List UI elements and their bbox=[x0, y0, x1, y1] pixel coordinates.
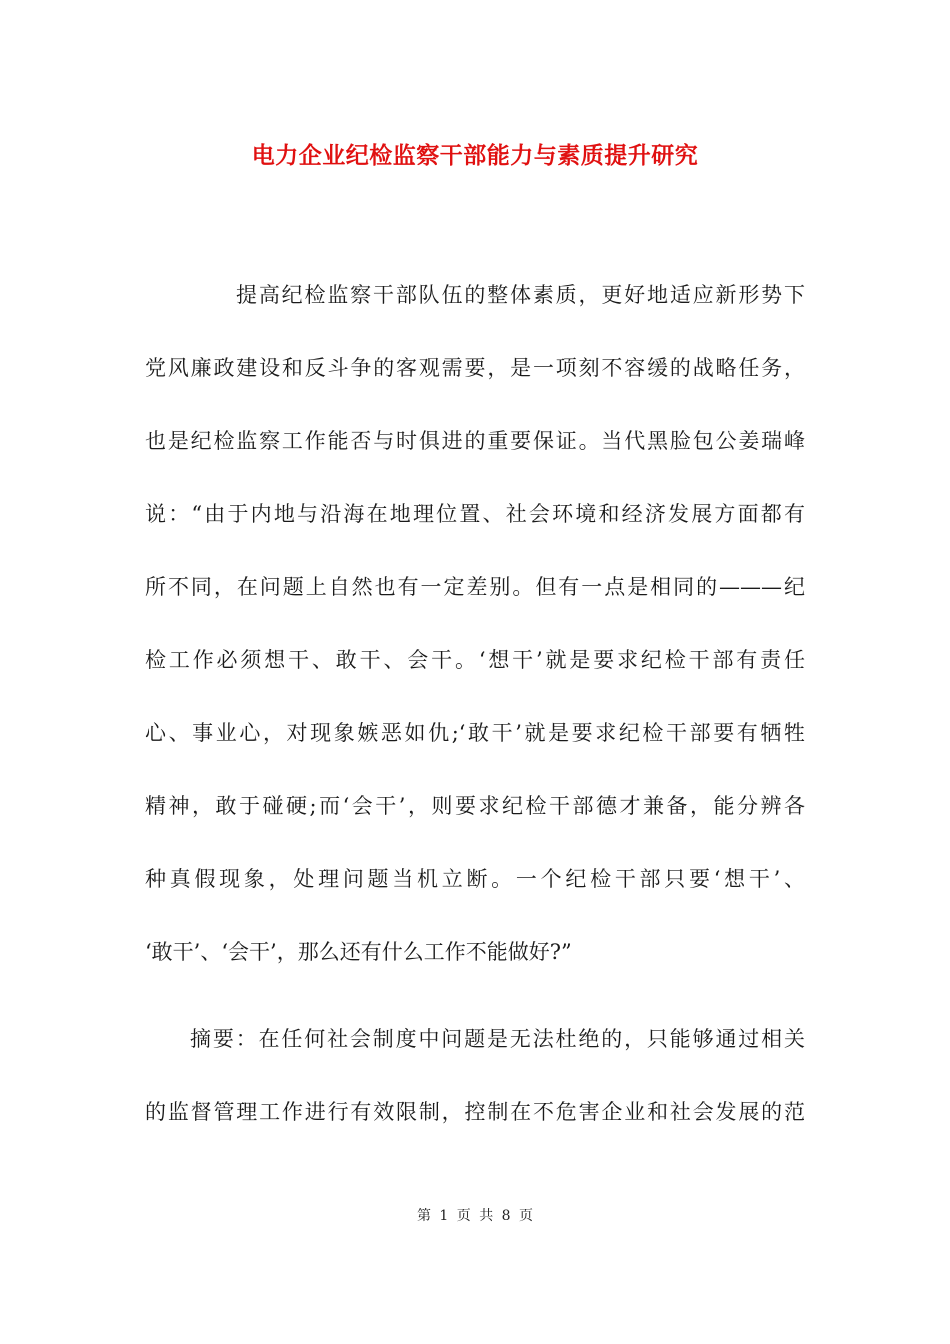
paragraph-line-3: 也是纪检监察工作能否与时俱进的重要保证。当代黑脸包公姜瑞峰 bbox=[145, 429, 805, 453]
document-title: 电力企业纪检监察干部能力与素质提升研究 bbox=[251, 142, 699, 169]
abstract-line-2: 的监督管理工作进行有效限制，控制在不危害企业和社会发展的范 bbox=[145, 1100, 805, 1124]
paragraph-line-4: 说：“由于内地与沿海在地理位置、社会环境和经济发展方面都有 bbox=[145, 502, 805, 526]
paragraph-line-1: 提高纪检监察干部队伍的整体素质，更好地适应新形势下 bbox=[236, 283, 805, 307]
paragraph-line-7: 心、事业心，对现象嫉恶如仇;‘敢干’就是要求纪检干部要有牺牲 bbox=[145, 721, 805, 745]
paragraph-line-9: 种真假现象，处理问题当机立断。一个纪检干部只要‘想干’、 bbox=[145, 867, 805, 891]
paragraph-line-8: 精神，敢于碰硬;而‘会干’，则要求纪检干部德才兼备，能分辨各 bbox=[145, 794, 805, 818]
paragraph-line-10: ‘敢干’、‘会干’，那么还有什么工作不能做好?” bbox=[145, 940, 572, 964]
abstract-line-1: 摘要：在任何社会制度中问题是无法杜绝的，只能够通过相关 bbox=[190, 1027, 805, 1051]
page-number: 第 1 页 共 8 页 bbox=[416, 1208, 534, 1224]
paragraph-line-6: 检工作必须想干、敢干、会干。‘想干’就是要求纪检干部有责任 bbox=[145, 648, 805, 672]
paragraph-line-2: 党风廉政建设和反斗争的客观需要，是一项刻不容缓的战略任务， bbox=[145, 356, 805, 380]
paragraph-line-5: 所不同，在问题上自然也有一定差别。但有一点是相同的———纪 bbox=[145, 575, 805, 599]
